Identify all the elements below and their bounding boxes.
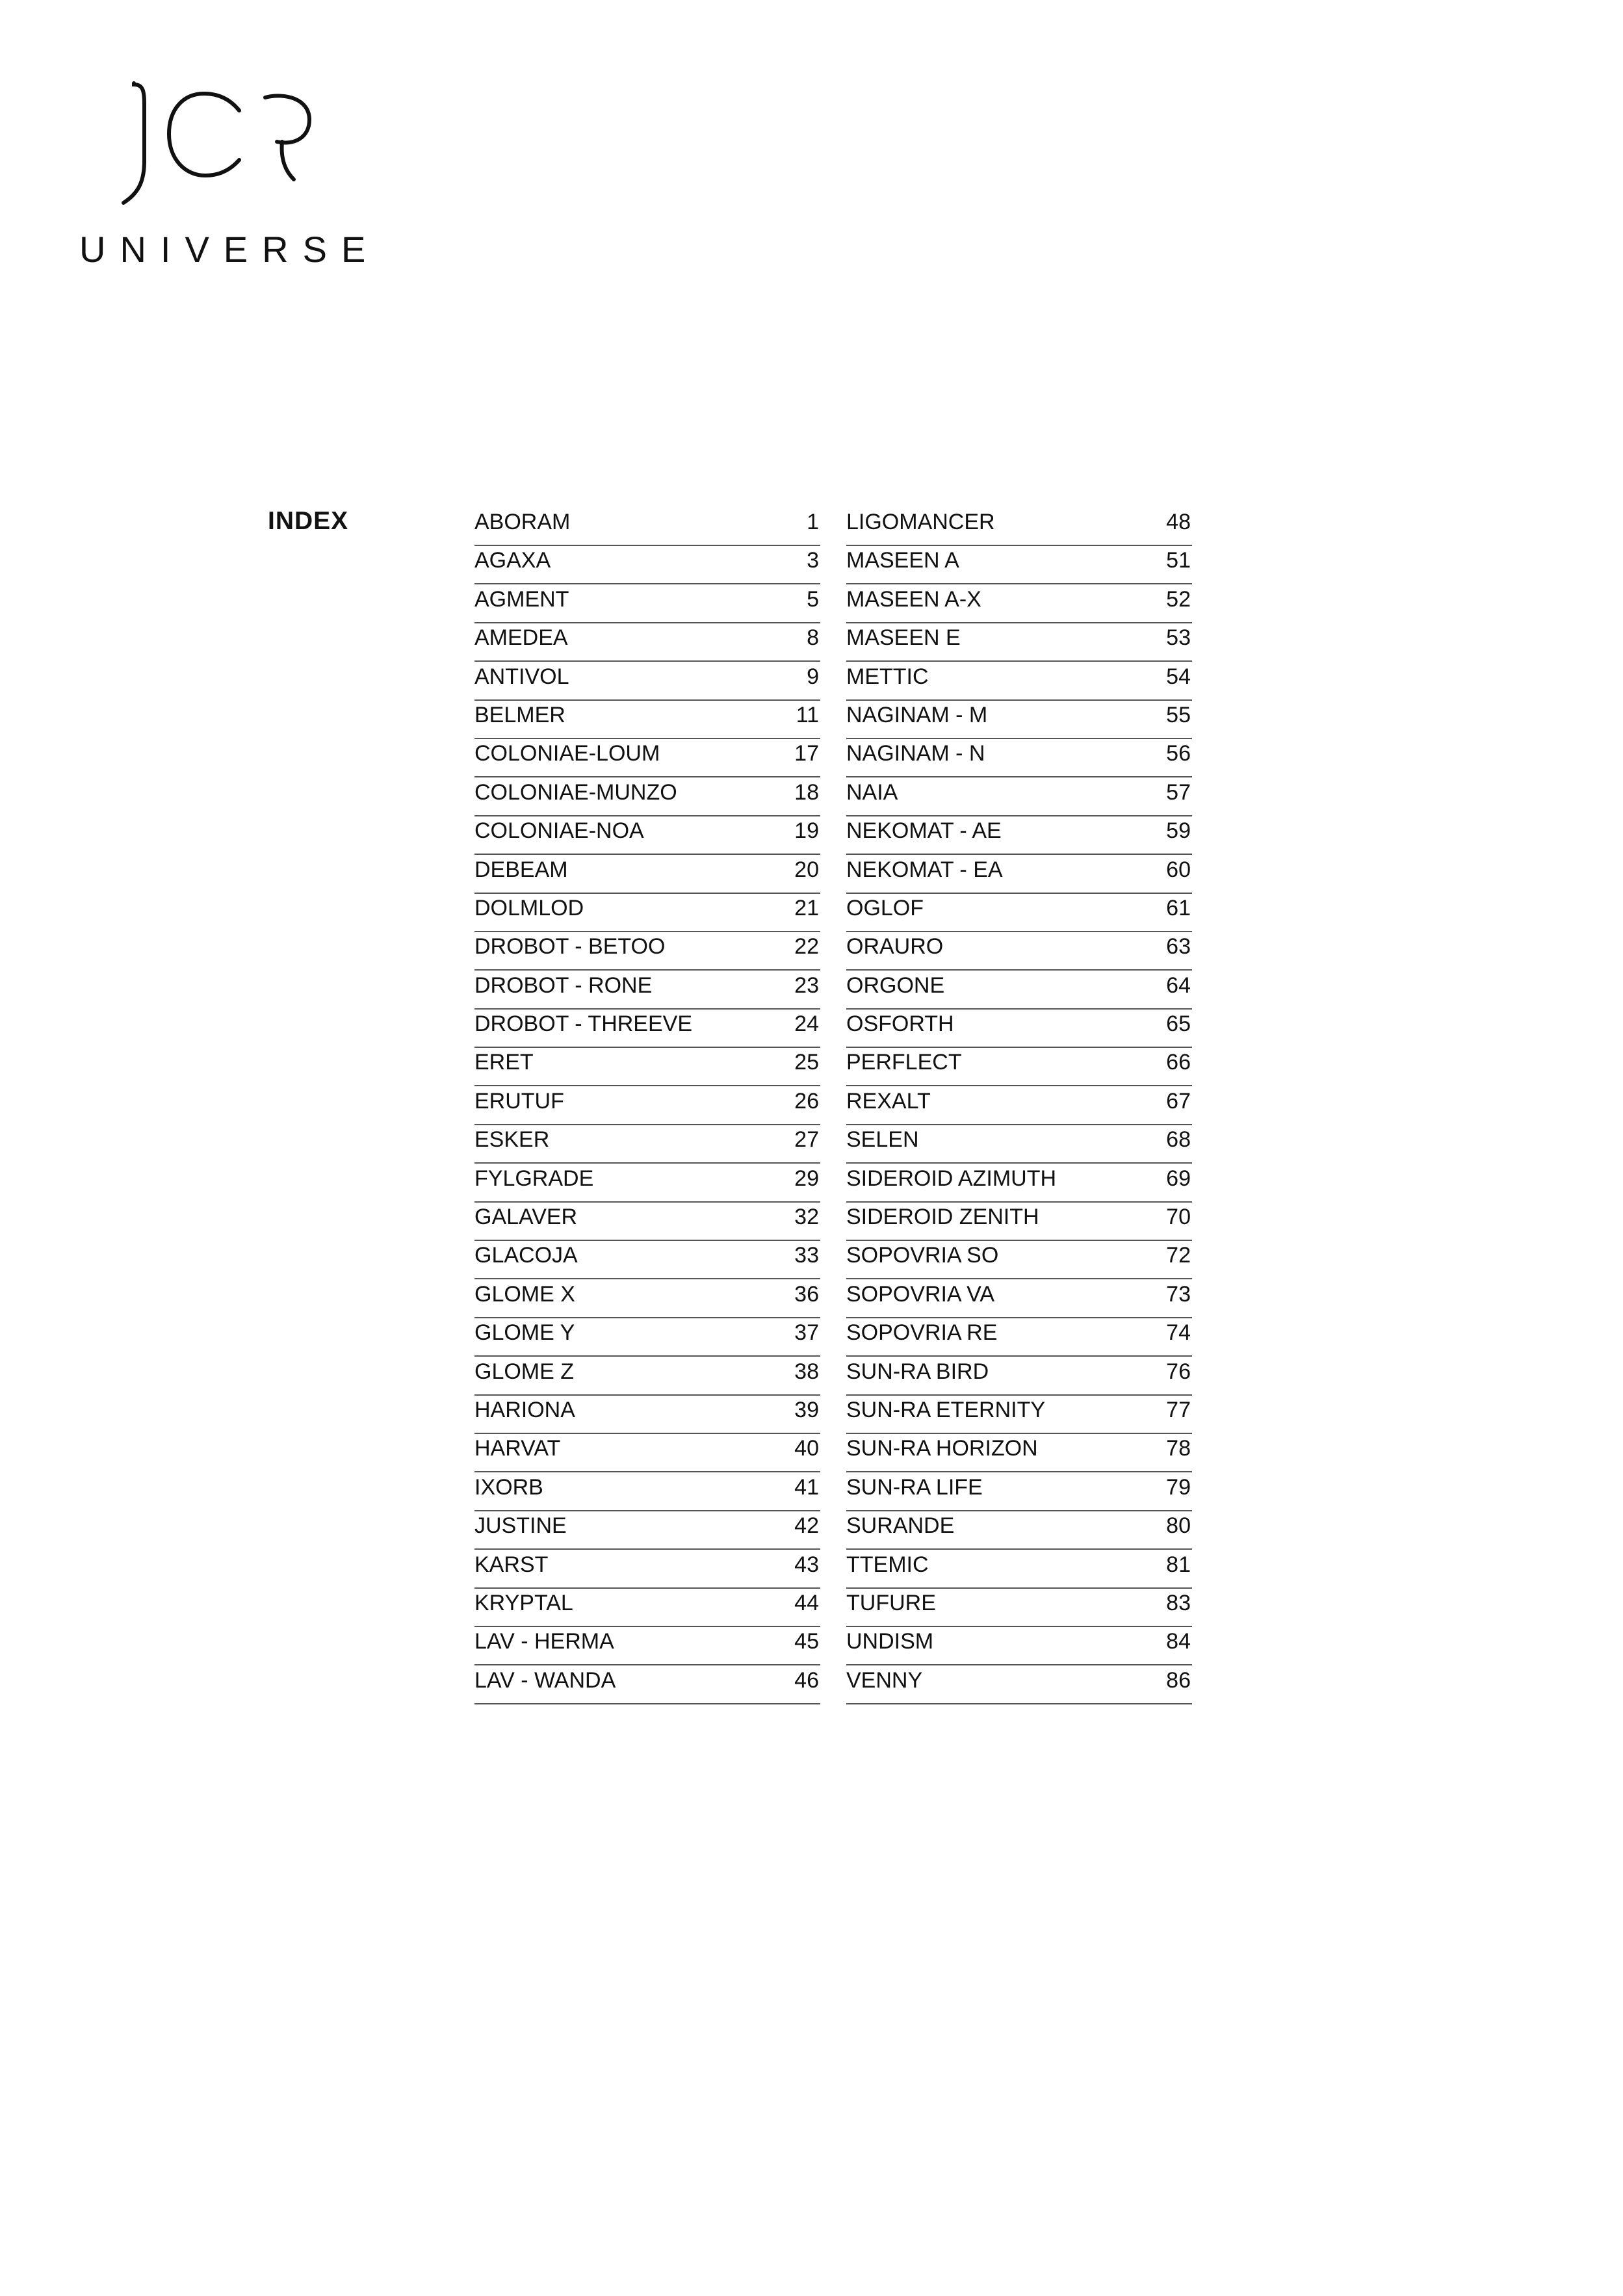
entry-name: LAV - WANDA bbox=[474, 1667, 616, 1693]
entry-page: 41 bbox=[794, 1474, 819, 1500]
entry-name: SUN-RA ETERNITY bbox=[846, 1397, 1046, 1422]
entry-name: OSFORTH bbox=[846, 1011, 954, 1037]
index-entry[interactable] bbox=[846, 1165, 1192, 1203]
index-entry[interactable] bbox=[474, 701, 820, 739]
index-entry[interactable] bbox=[474, 1281, 820, 1318]
index-entry[interactable] bbox=[474, 1628, 820, 1665]
entry-page: 72 bbox=[1166, 1243, 1191, 1268]
entry-page: 84 bbox=[1166, 1629, 1191, 1654]
index-entry[interactable] bbox=[474, 547, 820, 584]
index-entry[interactable] bbox=[846, 663, 1192, 701]
entry-name: AGMENT bbox=[474, 586, 569, 612]
entry-page: 17 bbox=[794, 741, 819, 766]
entry-page: 77 bbox=[1166, 1397, 1191, 1422]
entry-page: 55 bbox=[1166, 702, 1191, 727]
entry-name: SELEN bbox=[846, 1127, 919, 1153]
entry-page: 27 bbox=[794, 1127, 819, 1153]
index-entry[interactable] bbox=[474, 586, 820, 623]
jcp-logo-icon bbox=[114, 78, 322, 208]
entry-page: 42 bbox=[794, 1513, 819, 1539]
entry-name: SOPOVRIA VA bbox=[846, 1281, 995, 1307]
entry-name: NAGINAM - N bbox=[846, 741, 985, 766]
index-entry[interactable] bbox=[846, 933, 1192, 971]
entry-name: LIGOMANCER bbox=[846, 510, 995, 534]
entry-name: NEKOMAT - AE bbox=[846, 818, 1002, 844]
entry-page: 40 bbox=[794, 1436, 819, 1461]
index-entry[interactable] bbox=[846, 1667, 1192, 1704]
brand-logo bbox=[77, 78, 380, 273]
entry-page: 37 bbox=[794, 1320, 819, 1346]
index-entry[interactable] bbox=[846, 1396, 1192, 1434]
entry-name: COLONIAE-LOUM bbox=[474, 741, 660, 766]
index-entry[interactable] bbox=[474, 856, 820, 894]
entry-name: DROBOT - BETOO bbox=[474, 934, 666, 959]
entry-name: SOPOVRIA RE bbox=[846, 1320, 998, 1346]
entry-page: 80 bbox=[1166, 1513, 1191, 1539]
entry-page: 39 bbox=[794, 1397, 819, 1422]
index-entry[interactable] bbox=[846, 1628, 1192, 1665]
index-entry[interactable] bbox=[474, 508, 820, 546]
universe-wordmark: UNIVERSE bbox=[79, 229, 380, 270]
index-entry[interactable] bbox=[474, 894, 820, 932]
entry-name: NEKOMAT - EA bbox=[846, 857, 1003, 882]
index-entry[interactable] bbox=[474, 1010, 820, 1048]
entry-name: REXALT bbox=[846, 1088, 931, 1114]
entry-name: LAV - HERMA bbox=[474, 1629, 614, 1654]
entry-name: OGLOF bbox=[846, 895, 924, 920]
entry-page: 23 bbox=[794, 972, 819, 998]
entry-page: 63 bbox=[1166, 934, 1191, 959]
entry-page: 53 bbox=[1166, 625, 1191, 651]
index-entry[interactable] bbox=[846, 1242, 1192, 1279]
entry-name: AMEDEA bbox=[474, 625, 568, 651]
index-entry[interactable] bbox=[846, 1319, 1192, 1357]
entry-name: COLONIAE-MUNZO bbox=[474, 779, 677, 805]
entry-page: 33 bbox=[794, 1243, 819, 1268]
entry-page: 44 bbox=[794, 1590, 819, 1615]
index-entry[interactable] bbox=[846, 1512, 1192, 1550]
entry-page: 86 bbox=[1166, 1667, 1191, 1693]
entry-name: DEBEAM bbox=[474, 857, 568, 882]
index-entry[interactable] bbox=[846, 856, 1192, 894]
entry-name: TTEMIC bbox=[846, 1552, 929, 1577]
entry-name: HARVAT bbox=[474, 1436, 561, 1461]
entry-name: ESKER bbox=[474, 1127, 550, 1153]
entry-name: ANTIVOL bbox=[474, 664, 569, 689]
index-entry[interactable] bbox=[846, 1435, 1192, 1472]
index-entry[interactable] bbox=[846, 586, 1192, 623]
entry-page: 76 bbox=[1166, 1359, 1191, 1384]
entry-page: 68 bbox=[1166, 1127, 1191, 1153]
entry-page: 74 bbox=[1166, 1320, 1191, 1346]
index-entry[interactable] bbox=[474, 1319, 820, 1357]
entry-name: SUN-RA BIRD bbox=[846, 1359, 989, 1384]
entry-name: ORGONE bbox=[846, 972, 945, 998]
entry-page: 79 bbox=[1166, 1474, 1191, 1500]
entry-name: DROBOT - RONE bbox=[474, 972, 653, 998]
entry-name: SIDEROID ZENITH bbox=[846, 1205, 1039, 1230]
entry-name: AGAXA bbox=[474, 548, 551, 573]
entry-page: 67 bbox=[1166, 1088, 1191, 1114]
entry-page: 3 bbox=[807, 548, 819, 573]
entry-name: UNDISM bbox=[846, 1629, 934, 1654]
index-entry[interactable] bbox=[846, 1474, 1192, 1511]
entry-page: 64 bbox=[1166, 972, 1191, 998]
entry-name: SOPOVRIA SO bbox=[846, 1243, 999, 1268]
entry-name: FYLGRADE bbox=[474, 1166, 594, 1191]
entry-name: METTIC bbox=[846, 664, 929, 689]
index-entry[interactable] bbox=[474, 1242, 820, 1279]
entry-name: JUSTINE bbox=[474, 1513, 567, 1539]
index-entry[interactable] bbox=[474, 624, 820, 662]
entry-page: 57 bbox=[1166, 779, 1191, 805]
index-entry[interactable] bbox=[474, 740, 820, 777]
index-entry[interactable] bbox=[474, 1435, 820, 1472]
index-title: INDEX bbox=[268, 507, 349, 535]
index-entry[interactable] bbox=[474, 933, 820, 971]
entry-page: 73 bbox=[1166, 1281, 1191, 1307]
index-entry[interactable] bbox=[474, 663, 820, 701]
entry-name: GLACOJA bbox=[474, 1243, 578, 1268]
index-entry[interactable] bbox=[474, 817, 820, 855]
index-entry[interactable] bbox=[846, 1088, 1192, 1125]
entry-name: PERFLECT bbox=[846, 1050, 962, 1075]
entry-page: 1 bbox=[807, 510, 819, 534]
entry-page: 81 bbox=[1166, 1552, 1191, 1577]
entry-page: 11 bbox=[796, 702, 819, 727]
entry-name: GALAVER bbox=[474, 1205, 578, 1230]
entry-name: GLOME X bbox=[474, 1281, 575, 1307]
index-entry[interactable] bbox=[846, 1049, 1192, 1086]
entry-page: 5 bbox=[807, 586, 819, 612]
entry-page: 36 bbox=[794, 1281, 819, 1307]
index-entry[interactable] bbox=[474, 1551, 820, 1589]
index-entry[interactable] bbox=[846, 1126, 1192, 1164]
entry-page: 51 bbox=[1166, 548, 1191, 573]
index-entry[interactable] bbox=[846, 972, 1192, 1010]
index-entry[interactable] bbox=[846, 508, 1192, 546]
entry-page: 43 bbox=[794, 1552, 819, 1577]
entry-page: 46 bbox=[794, 1667, 819, 1693]
index-entry[interactable] bbox=[846, 547, 1192, 584]
index-entry[interactable] bbox=[474, 1589, 820, 1627]
entry-name: GLOME Y bbox=[474, 1320, 575, 1346]
index-column-left bbox=[474, 508, 820, 1705]
index-entry[interactable] bbox=[474, 1088, 820, 1125]
entry-page: 25 bbox=[794, 1050, 819, 1075]
index-entry[interactable] bbox=[846, 701, 1192, 739]
entry-page: 22 bbox=[794, 934, 819, 959]
entry-name: IXORB bbox=[474, 1474, 543, 1500]
entry-page: 21 bbox=[794, 895, 819, 920]
index-column-right bbox=[846, 508, 1192, 1705]
entry-page: 78 bbox=[1166, 1436, 1191, 1461]
entry-name: KARST bbox=[474, 1552, 549, 1577]
entry-name: VENNY bbox=[846, 1667, 923, 1693]
entry-page: 70 bbox=[1166, 1205, 1191, 1230]
index-entry[interactable] bbox=[474, 1126, 820, 1164]
entry-page: 29 bbox=[794, 1166, 819, 1191]
entry-name: NAIA bbox=[846, 779, 898, 805]
entry-name: ORAURO bbox=[846, 934, 944, 959]
entry-page: 48 bbox=[1166, 510, 1191, 534]
entry-page: 83 bbox=[1166, 1590, 1191, 1615]
entry-page: 66 bbox=[1166, 1050, 1191, 1075]
entry-name: TUFURE bbox=[846, 1590, 936, 1615]
entry-page: 60 bbox=[1166, 857, 1191, 882]
entry-page: 24 bbox=[794, 1011, 819, 1037]
entry-name: BELMER bbox=[474, 702, 565, 727]
index-entry[interactable] bbox=[846, 1551, 1192, 1589]
entry-name: MASEEN E bbox=[846, 625, 961, 651]
index-entry[interactable] bbox=[846, 1203, 1192, 1241]
entry-name: MASEEN A-X bbox=[846, 586, 981, 612]
index-entry[interactable] bbox=[474, 972, 820, 1010]
entry-name: GLOME Z bbox=[474, 1359, 575, 1384]
index-entry[interactable] bbox=[474, 1203, 820, 1241]
entry-page: 56 bbox=[1166, 741, 1191, 766]
index-entry[interactable] bbox=[846, 740, 1192, 777]
entry-name: SURANDE bbox=[846, 1513, 955, 1539]
entry-name: SIDEROID AZIMUTH bbox=[846, 1166, 1057, 1191]
entry-page: 45 bbox=[794, 1629, 819, 1654]
entry-name: NAGINAM - M bbox=[846, 702, 988, 727]
entry-name: KRYPTAL bbox=[474, 1590, 573, 1615]
entry-page: 54 bbox=[1166, 664, 1191, 689]
entry-name: SUN-RA LIFE bbox=[846, 1474, 983, 1500]
index-entry[interactable] bbox=[474, 1396, 820, 1434]
entry-page: 26 bbox=[794, 1088, 819, 1114]
index-entry[interactable] bbox=[846, 817, 1192, 855]
index-entry[interactable] bbox=[846, 624, 1192, 662]
index-entry[interactable] bbox=[474, 1049, 820, 1086]
entry-page: 59 bbox=[1166, 818, 1191, 844]
entry-page: 65 bbox=[1166, 1011, 1191, 1037]
entry-name: ERET bbox=[474, 1050, 534, 1075]
index-entry[interactable] bbox=[474, 1512, 820, 1550]
entry-name: HARIONA bbox=[474, 1397, 575, 1422]
entry-page: 32 bbox=[794, 1205, 819, 1230]
index-entry[interactable] bbox=[846, 894, 1192, 932]
index-entry[interactable] bbox=[474, 1474, 820, 1511]
entry-name: ERUTUF bbox=[474, 1088, 564, 1114]
entry-name: ABORAM bbox=[474, 510, 571, 534]
index-entry[interactable] bbox=[846, 1589, 1192, 1627]
entry-page: 9 bbox=[807, 664, 819, 689]
index-entry[interactable] bbox=[474, 1358, 820, 1396]
entry-name: DOLMLOD bbox=[474, 895, 584, 920]
entry-page: 38 bbox=[794, 1359, 819, 1384]
index-entry[interactable] bbox=[846, 1010, 1192, 1048]
entry-page: 19 bbox=[794, 818, 819, 844]
entry-page: 20 bbox=[794, 857, 819, 882]
index-entry[interactable] bbox=[474, 779, 820, 816]
entry-name: SUN-RA HORIZON bbox=[846, 1436, 1038, 1461]
entry-name: COLONIAE-NOA bbox=[474, 818, 644, 844]
index-entry[interactable] bbox=[846, 1281, 1192, 1318]
entry-name: DROBOT - THREEVE bbox=[474, 1011, 693, 1037]
entry-page: 69 bbox=[1166, 1166, 1191, 1191]
index-entry[interactable] bbox=[846, 779, 1192, 816]
entry-page: 61 bbox=[1166, 895, 1191, 920]
index-entry[interactable] bbox=[846, 1358, 1192, 1396]
index-entry[interactable] bbox=[474, 1667, 820, 1704]
entry-page: 8 bbox=[807, 625, 819, 651]
entry-page: 18 bbox=[794, 779, 819, 805]
entry-page: 52 bbox=[1166, 586, 1191, 612]
index-entry[interactable] bbox=[474, 1165, 820, 1203]
entry-name: MASEEN A bbox=[846, 548, 959, 573]
